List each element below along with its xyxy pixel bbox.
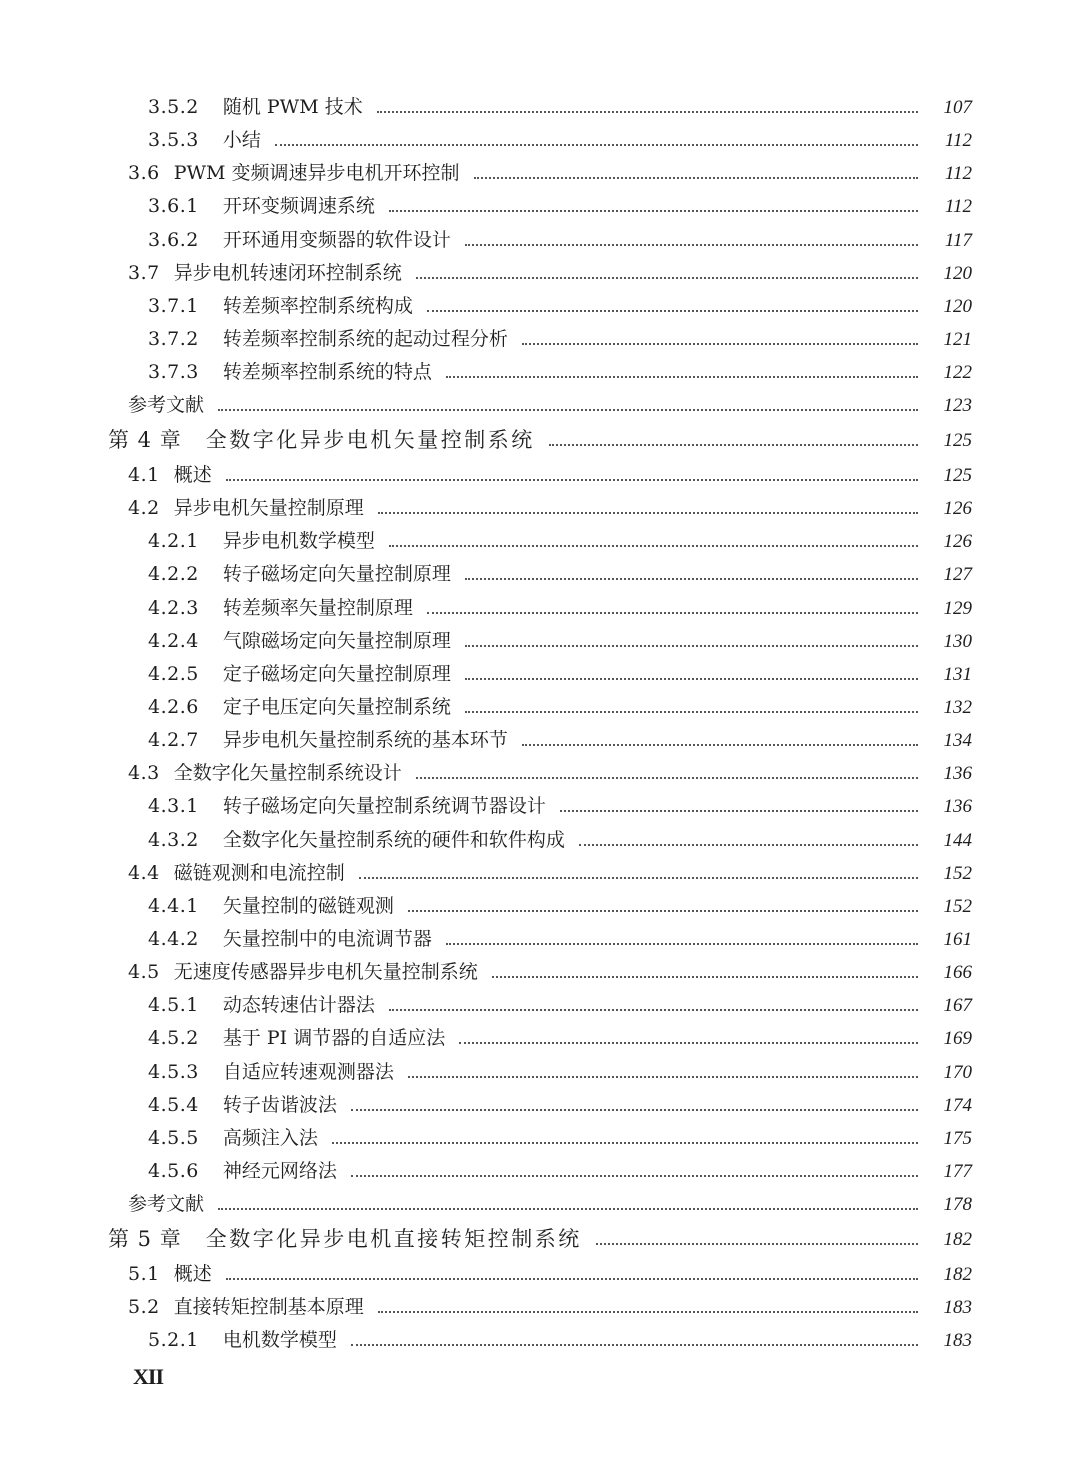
- toc-entry[interactable]: [0, 558, 1080, 591]
- toc-entry-page: 161: [943, 928, 972, 950]
- toc-entry[interactable]: [0, 389, 1080, 422]
- toc-entry[interactable]: [0, 290, 1080, 323]
- toc-entry-page: 136: [943, 763, 972, 785]
- dot-leader: [377, 110, 918, 113]
- toc-entry-page: 112: [944, 163, 972, 185]
- toc-entry-page: 120: [943, 295, 972, 317]
- toc-entry-page: 134: [943, 730, 972, 752]
- toc-entry-title: 高频注入法: [222, 1126, 318, 1149]
- toc-entry-page: 123: [943, 395, 972, 417]
- toc-entry-number: 4.3.1: [148, 795, 199, 818]
- toc-entry-title: 转子磁场定向矢量控制原理: [222, 563, 451, 586]
- dot-leader: [596, 1242, 918, 1245]
- toc-entry-page: 121: [943, 329, 972, 351]
- toc-entry-number: 3.5.3: [148, 129, 199, 152]
- toc-entry[interactable]: [0, 1188, 1080, 1221]
- dot-leader: [351, 1108, 918, 1111]
- toc-entry-page: 175: [943, 1127, 972, 1149]
- dot-leader: [465, 710, 918, 713]
- toc-entry[interactable]: [0, 658, 1080, 691]
- toc-entry-page: 182: [943, 1228, 972, 1250]
- toc-entry-number: 第 4 章: [108, 428, 182, 453]
- toc-entry-page: 170: [943, 1061, 972, 1083]
- toc-entry-title: 小结: [222, 129, 261, 152]
- dot-leader: [465, 577, 918, 580]
- toc-entry-page: 136: [943, 796, 972, 818]
- dot-leader: [351, 1343, 918, 1346]
- toc-entry-number: 4.5.3: [148, 1060, 199, 1083]
- table-of-contents: [0, 91, 1080, 1357]
- toc-entry-page: 178: [943, 1194, 972, 1216]
- toc-entry-number: 4.4: [128, 861, 160, 884]
- toc-entry-title: 全数字化矢量控制系统的硬件和软件构成: [222, 828, 565, 851]
- toc-entry-title: 磁链观测和电流控制: [173, 861, 345, 884]
- toc-entry-title: 转差频率控制系统的起动过程分析: [222, 328, 508, 351]
- toc-entry-title: 转差频率控制系统的特点: [222, 361, 432, 384]
- toc-entry-title: 全数字化矢量控制系统设计: [173, 762, 402, 785]
- dot-leader: [560, 809, 918, 812]
- toc-entry-number: 4.2.5: [148, 662, 199, 685]
- toc-entry-title: 开环变频调速系统: [222, 195, 375, 218]
- toc-entry-page: 112: [944, 196, 972, 218]
- toc-entry-title: 无速度传感器异步电机矢量控制系统: [173, 961, 478, 984]
- toc-entry[interactable]: [0, 1221, 1080, 1258]
- toc-entry-title: 神经元网络法: [222, 1159, 337, 1182]
- dot-leader: [408, 1075, 918, 1078]
- toc-entry-title: 动态转速估计器法: [222, 994, 375, 1017]
- toc-entry-number: 4.5: [128, 961, 160, 984]
- toc-entry[interactable]: [0, 190, 1080, 223]
- toc-entry-title: 转差频率矢量控制原理: [222, 596, 413, 619]
- toc-entry[interactable]: [0, 1324, 1080, 1357]
- toc-entry-page: 122: [943, 362, 972, 384]
- toc-entry-title: 全数字化异步电机矢量控制系统: [205, 428, 535, 453]
- toc-entry-number: 3.7: [128, 261, 160, 284]
- dot-leader: [416, 276, 918, 279]
- toc-entry-page: 120: [943, 262, 972, 284]
- toc-entry-page: 126: [943, 531, 972, 553]
- toc-entry-number: 4.5.5: [148, 1126, 199, 1149]
- toc-entry[interactable]: [0, 492, 1080, 525]
- toc-entry[interactable]: [0, 890, 1080, 923]
- toc-entry-title: 参考文献: [128, 394, 205, 417]
- dot-leader: [408, 909, 918, 912]
- dot-leader: [427, 611, 918, 614]
- dot-leader: [522, 743, 918, 746]
- toc-entry-number: 4.3: [128, 762, 160, 785]
- toc-entry-page: 174: [943, 1094, 972, 1116]
- toc-entry-number: 3.5.2: [148, 96, 199, 119]
- toc-entry[interactable]: [0, 591, 1080, 624]
- toc-entry-number: 4.2.7: [148, 729, 199, 752]
- toc-entry[interactable]: [0, 1055, 1080, 1088]
- toc-entry[interactable]: [0, 625, 1080, 658]
- dot-leader: [446, 375, 918, 378]
- toc-entry-number: 4.5.1: [148, 994, 199, 1017]
- toc-entry-number: 4.3.2: [148, 828, 199, 851]
- toc-entry-number: 4.5.4: [148, 1093, 199, 1116]
- toc-entry[interactable]: [0, 790, 1080, 823]
- toc-entry-number: 4.2.2: [148, 563, 199, 586]
- toc-entry[interactable]: [0, 823, 1080, 856]
- toc-entry-title: 参考文献: [128, 1193, 205, 1216]
- toc-entry[interactable]: [0, 757, 1080, 790]
- dot-leader: [378, 1310, 918, 1313]
- toc-entry-title: 转子齿谐波法: [222, 1093, 337, 1116]
- toc-entry-title: 全数字化异步电机直接转矩控制系统: [205, 1226, 582, 1251]
- dot-leader: [351, 1174, 918, 1177]
- toc-entry-page: 117: [944, 229, 972, 251]
- toc-entry-number: 第 5 章: [108, 1226, 182, 1251]
- dot-leader: [389, 209, 918, 212]
- toc-entry-title: 异步电机矢量控制原理: [173, 497, 364, 520]
- toc-entry-title: 转差频率控制系统构成: [222, 294, 413, 317]
- toc-entry[interactable]: [0, 1258, 1080, 1291]
- toc-entry-page: 126: [943, 498, 972, 520]
- toc-entry[interactable]: [0, 1089, 1080, 1122]
- dot-leader: [465, 677, 918, 680]
- toc-entry-page: 183: [943, 1296, 972, 1318]
- page-number-roman: XII: [133, 1364, 164, 1389]
- toc-entry[interactable]: [0, 157, 1080, 190]
- toc-entry-page: 127: [943, 564, 972, 586]
- toc-entry[interactable]: [0, 691, 1080, 724]
- toc-entry[interactable]: [0, 124, 1080, 157]
- toc-entry-number: 4.5.2: [148, 1027, 199, 1050]
- toc-entry-title: 概述: [173, 1262, 212, 1285]
- toc-entry[interactable]: [0, 1022, 1080, 1055]
- toc-entry-page: 125: [943, 430, 972, 452]
- toc-entry-title: 开环通用变频器的软件设计: [222, 228, 451, 251]
- toc-entry-number: 5.1: [128, 1262, 160, 1285]
- toc-entry-title: 定子电压定向矢量控制系统: [222, 695, 451, 718]
- toc-entry[interactable]: [0, 857, 1080, 890]
- toc-entry-page: 112: [944, 130, 972, 152]
- dot-leader: [226, 1277, 918, 1280]
- toc-entry-number: 4.4.2: [148, 927, 199, 950]
- toc-entry-number: 5.2.1: [148, 1328, 199, 1351]
- toc-entry-number: 5.2: [128, 1295, 160, 1318]
- toc-entry[interactable]: [0, 525, 1080, 558]
- toc-entry-number: 3.6.1: [148, 195, 199, 218]
- toc-entry-page: 152: [943, 895, 972, 917]
- toc-entry-page: 169: [943, 1028, 972, 1050]
- toc-entry-page: 129: [943, 597, 972, 619]
- dot-leader: [474, 176, 918, 179]
- toc-entry-title: 基于 PI 调节器的自适应法: [222, 1027, 446, 1050]
- toc-entry-title: 定子磁场定向矢量控制原理: [222, 662, 451, 685]
- dot-leader: [427, 309, 918, 312]
- toc-entry-page: 131: [943, 663, 972, 685]
- toc-entry-page: 144: [943, 829, 972, 851]
- toc-entry-page: 182: [943, 1263, 972, 1285]
- toc-entry-page: 107: [943, 97, 972, 119]
- toc-entry-number: 4.1: [128, 463, 160, 486]
- dot-leader: [275, 143, 918, 146]
- toc-entry-title: 转子磁场定向矢量控制系统调节器设计: [222, 795, 546, 818]
- toc-entry[interactable]: [0, 459, 1080, 492]
- toc-entry-number: 3.7.1: [148, 294, 199, 317]
- toc-entry-title: 概述: [173, 463, 212, 486]
- toc-entry[interactable]: [0, 1155, 1080, 1188]
- dot-leader: [389, 1008, 918, 1011]
- dot-leader: [549, 443, 918, 446]
- dot-leader: [446, 942, 918, 945]
- toc-entry-number: 3.7.2: [148, 328, 199, 351]
- toc-entry[interactable]: [0, 724, 1080, 757]
- toc-entry-number: 4.4.1: [148, 894, 199, 917]
- toc-entry-number: 3.6.2: [148, 228, 199, 251]
- toc-entry-number: 4.2.6: [148, 695, 199, 718]
- dot-leader: [218, 408, 918, 411]
- toc-entry-number: 4.2: [128, 497, 160, 520]
- toc-entry-page: 166: [943, 962, 972, 984]
- toc-entry-title: 随机 PWM 技术: [222, 96, 363, 119]
- toc-entry-page: 183: [943, 1329, 972, 1351]
- toc-entry-page: 130: [943, 630, 972, 652]
- toc-entry-number: 4.2.3: [148, 596, 199, 619]
- toc-entry-title: 异步电机转速闭环控制系统: [173, 261, 402, 284]
- toc-entry-title: 矢量控制中的电流调节器: [222, 927, 432, 950]
- dot-leader: [218, 1207, 918, 1210]
- toc-entry[interactable]: [0, 257, 1080, 290]
- dot-leader: [459, 1041, 918, 1044]
- toc-entry-title: 自适应转速观测器法: [222, 1060, 394, 1083]
- dot-leader: [332, 1141, 918, 1144]
- toc-entry-number: 4.2.1: [148, 530, 199, 553]
- dot-leader: [465, 644, 918, 647]
- toc-entry[interactable]: [0, 923, 1080, 956]
- toc-entry[interactable]: [0, 1122, 1080, 1155]
- toc-entry-title: 直接转矩控制基本原理: [173, 1295, 364, 1318]
- dot-leader: [579, 843, 918, 846]
- toc-entry-number: 3.7.3: [148, 361, 199, 384]
- toc-entry-number: 4.5.6: [148, 1159, 199, 1182]
- dot-leader: [416, 776, 918, 779]
- toc-entry[interactable]: [0, 224, 1080, 257]
- toc-entry-title: 矢量控制的磁链观测: [222, 894, 394, 917]
- toc-entry-title: 异步电机数学模型: [222, 530, 375, 553]
- toc-entry-page: 177: [943, 1160, 972, 1182]
- toc-entry-number: 4.2.4: [148, 629, 199, 652]
- toc-entry-title: 异步电机矢量控制系统的基本环节: [222, 729, 508, 752]
- toc-entry[interactable]: [0, 356, 1080, 389]
- toc-entry[interactable]: [0, 956, 1080, 989]
- toc-entry-title: PWM 变频调速异步电机开环控制: [173, 162, 460, 185]
- toc-entry-title: 气隙磁场定向矢量控制原理: [222, 629, 451, 652]
- toc-entry-page: 132: [943, 696, 972, 718]
- toc-entry-title: 电机数学模型: [222, 1328, 337, 1351]
- dot-leader: [389, 544, 918, 547]
- dot-leader: [522, 342, 918, 345]
- dot-leader: [492, 975, 918, 978]
- toc-entry-page: 167: [943, 995, 972, 1017]
- toc-entry[interactable]: [0, 1291, 1080, 1324]
- dot-leader: [465, 243, 918, 246]
- toc-entry[interactable]: [0, 422, 1080, 459]
- dot-leader: [359, 876, 918, 879]
- toc-entry[interactable]: [0, 91, 1080, 124]
- toc-entry-page: 125: [943, 464, 972, 486]
- toc-entry-number: 3.6: [128, 162, 160, 185]
- dot-leader: [378, 511, 918, 514]
- toc-entry[interactable]: [0, 989, 1080, 1022]
- toc-entry-page: 152: [943, 862, 972, 884]
- dot-leader: [226, 478, 918, 481]
- toc-entry[interactable]: [0, 323, 1080, 356]
